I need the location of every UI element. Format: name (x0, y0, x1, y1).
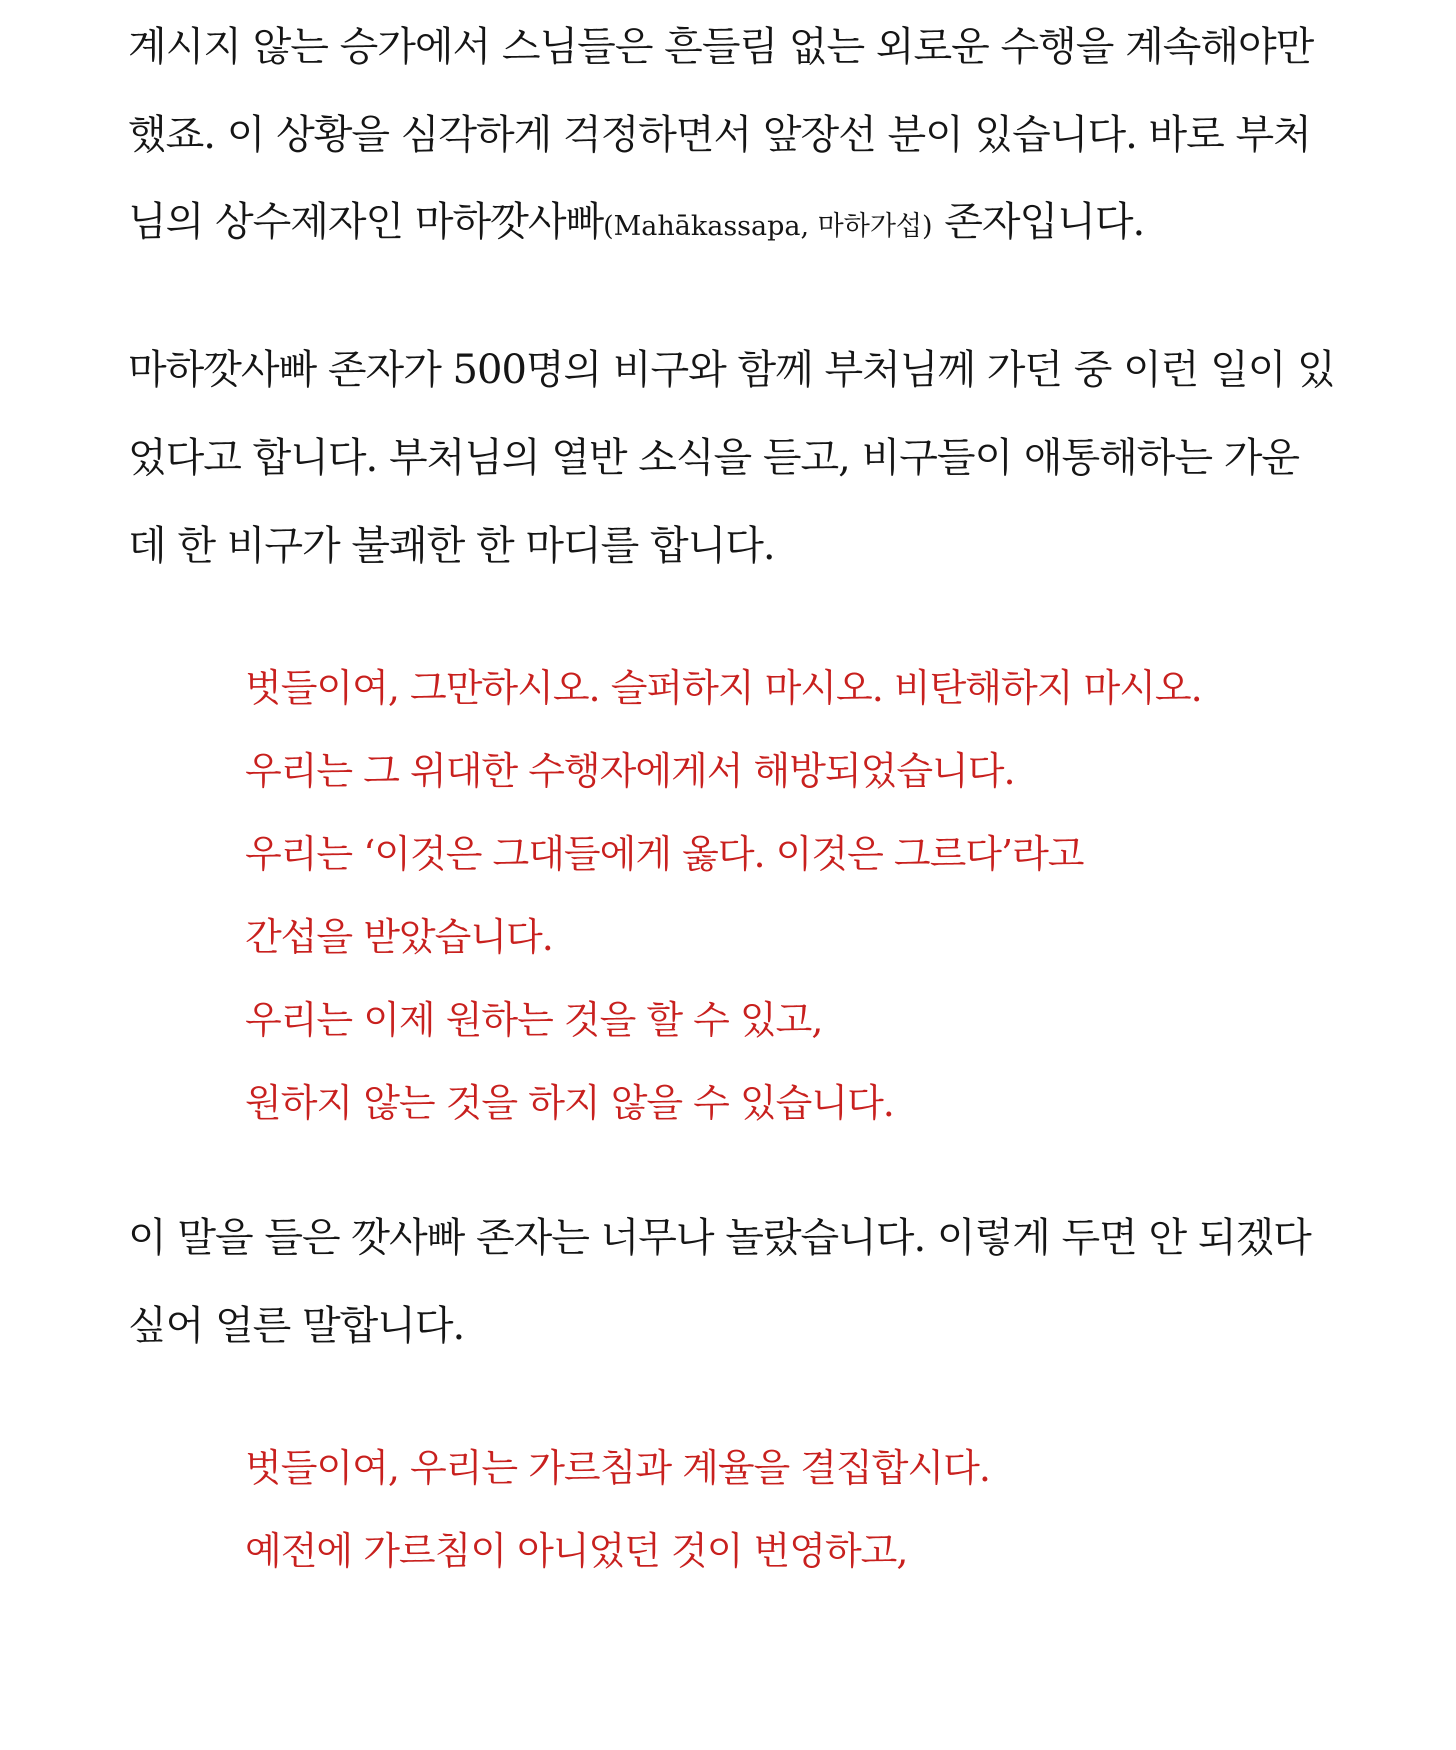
paragraph-1-line-1: 계시지 않는 승가에서 스님들은 흔들림 없는 외로운 수행을 계속해야만 (128, 24, 1314, 70)
quote-1-line-5: 우리는 이제 원하는 것을 할 수 있고, (245, 998, 823, 1042)
quote-1-line-4: 간섭을 받았습니다. (245, 915, 553, 959)
paragraph-3-line-1: 이 말을 들은 깟사빠 존자는 너무나 놀랐습니다. 이렇게 두면 안 되겠다 (128, 1215, 1311, 1261)
quote-1-line-2: 우리는 그 위대한 수행자에게서 해방되었습니다. (245, 749, 1015, 793)
paragraph-2-line-1: 마하깟사빠 존자가 500명의 비구와 함께 부처님께 가던 중 이런 일이 있 (128, 347, 1335, 393)
quote-1-line-3: 우리는 ‘이것은 그대들에게 옳다. 이것은 그르다’라고 (245, 832, 1084, 876)
quote-2-line-1: 벗들이여, 우리는 가르침과 계율을 결집합시다. (245, 1446, 990, 1490)
paragraph-1-line-3-end: 존자입니다. (932, 199, 1145, 245)
quote-1-line-6: 원하지 않는 것을 하지 않을 수 있습니다. (245, 1081, 894, 1125)
paragraph-1-romanization: (Mahākassapa, 마하가섭) (603, 211, 933, 242)
quote-2-line-2: 예전에 가르침이 아니었던 것이 번영하고, (245, 1529, 908, 1573)
paragraph-1-line-2: 했죠. 이 상황을 심각하게 걱정하면서 앞장선 분이 있습니다. 바로 부처 (128, 112, 1311, 158)
quote-1-line-1: 벗들이여, 그만하시오. 슬퍼하지 마시오. 비탄해하지 마시오. (245, 666, 1202, 710)
paragraph-2-line-2: 었다고 합니다. 부처님의 열반 소식을 듣고, 비구들이 애통해하는 가운 (128, 435, 1300, 481)
paragraph-2-line-3: 데 한 비구가 불쾌한 한 마디를 합니다. (128, 523, 775, 569)
paragraph-3-line-2: 싶어 얼른 말합니다. (128, 1303, 465, 1349)
paragraph-1-line-3-main: 님의 상수제자인 마하깟사빠 (128, 199, 604, 245)
paragraph-1-line-3 (128, 197, 1144, 252)
